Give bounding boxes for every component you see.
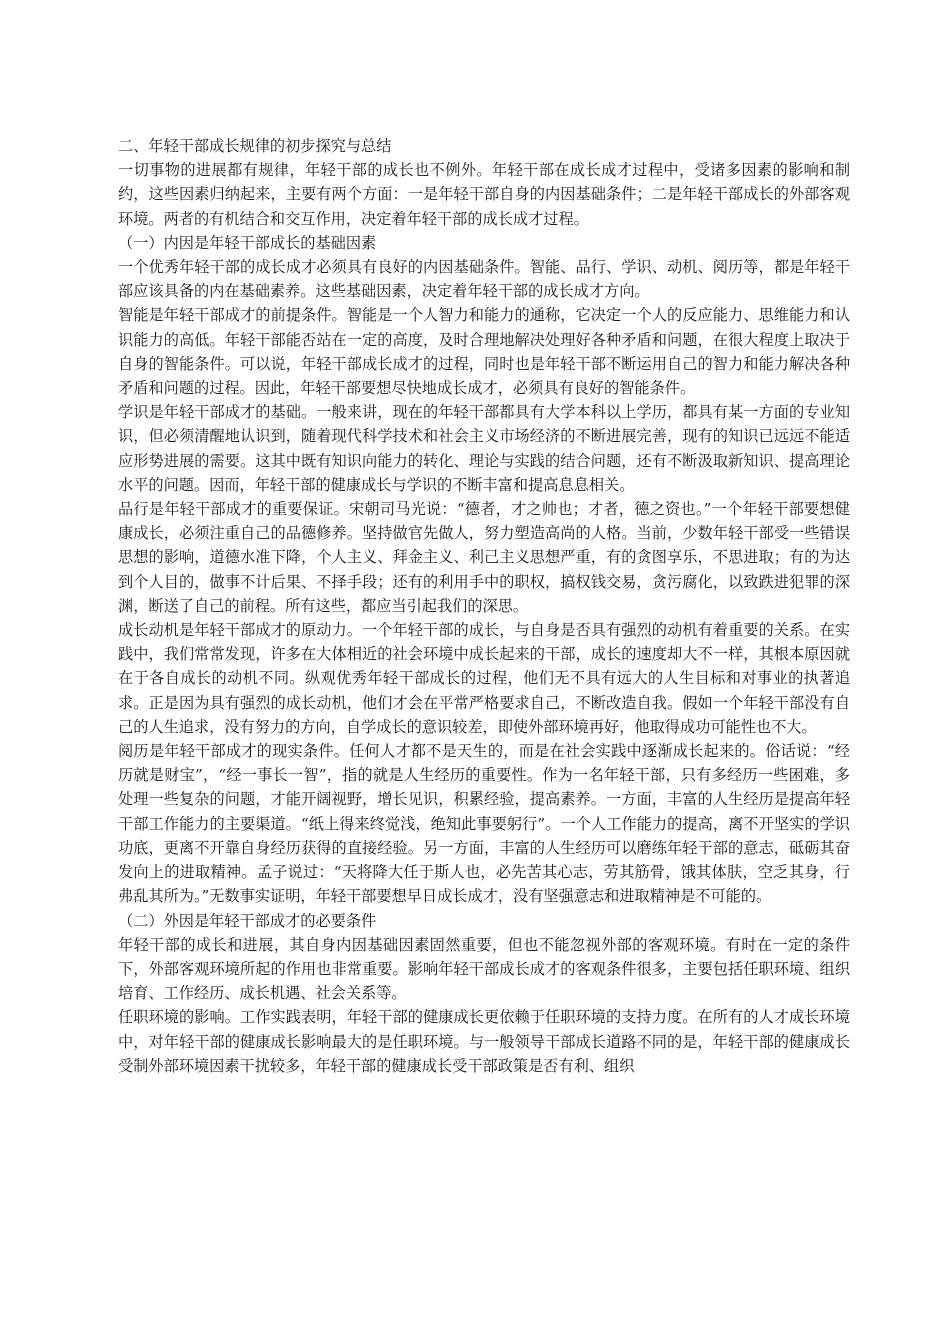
paragraph-intro: 一切事物的进展都有规律，年轻干部的成长也不例外。年轻干部在成长成才过程中，受诸多因素的影响和制约，这些因素归纳起来，主要有两个方面：一是年轻干部自身的内因基础条件；二是年轻干部成长的外部客观环境。两者的有机结合和交互作用，决定着年轻干部的成长成才过程。 (118, 161, 850, 228)
subheading-internal-factors: （一）内因是年轻干部成长的基础因素 (118, 233, 377, 252)
paragraph-character: 品行是年轻干部成才的重要保证。宋朝司马光说：“德者，才之帅也；才者，德之资也。”一个年轻干部要想健康成长，必须注重自己的品德修养。坚持做官先做人，努力塑造高尚的人格。当前，少数年轻干部受一些错误思想的影响，道德水准下降，个人主义、拜金主义、利己主义思想严重，有的贪图享乐，不思进取；有的为达到个人目的，做事不计后果、不择手段；还有的利用手中的职权，搞权钱交易，贪污腐化，以致跌进犯罪的深渊，断送了自己的前程。所有这些，都应当引起我们的深思。 (118, 500, 850, 615)
section-title: 二、年轻干部成长规律的初步探究与总结 (118, 137, 392, 155)
paragraph-intelligence: 智能是年轻干部成才的前提条件。智能是一个人智力和能力的通称，它决定一个人的反应能力、思维能力和认识能力的高低。年轻干部能否站在一定的高度，及时合理地解决处理好各种矛盾和问题，在很大程度上取决于自身的智能条件。可以说，年轻干部成长成才的过程，同时也是年轻干部不断运用自己的智力和能力解决各种矛盾和问题的过程。因此，年轻干部要想尽快地成长成才，必须具有良好的智能条件。 (118, 306, 850, 398)
subheading-external-factors: （二）外因是年轻干部成才的必要条件 (118, 911, 377, 930)
paragraph-work-environment: 任职环境的影响。工作实践表明，年轻干部的健康成长更依赖于任职环境的支持力度。在所有的人才成长环境中，对年轻干部的健康成长影响最大的是任职环境。与一般领导干部成长道路不同的是，年轻干部的健康成长受制外部环境因素干扰较多，年轻干部的健康成长受干部政策是否有利、组织 (118, 1008, 850, 1075)
paragraph-external-basis: 年轻干部的成长和进展，其自身内因基础因素固然重要，但也不能忽视外部的客观环境。有时在一定的条件下，外部客观环境所起的作用也非常重要。影响年轻干部成长成才的客观条件很多，主要包括任职环境、组织培育、工作经历、成长机遇、社会关系等。 (118, 935, 850, 1003)
paragraph-motivation: 成长动机是年轻干部成才的原动力。一个年轻干部的成长，与自身是否具有强烈的动机有着重要的关系。在实践中，我们常常发现，许多在大体相近的社会环境中成长起来的干部，成长的速度却大不一样，其根本原因就在于各自成长的动机不同。纵观优秀年轻干部成长的过程，他们无不具有远大的人生目标和对事业的执著追求。正是因为具有强烈的成长动机，他们才会在平常严格要求自己，不断改造自我。假如一个年轻干部没有自己的人生追求，没有努力的方向，自学成长的意识较差，即使外部环境再好，他取得成功可能性也不大。 (118, 621, 850, 736)
paragraph-experience: 阅历是年轻干部成才的现实条件。任何人才都不是天生的，而是在社会实践中逐渐成长起来的。俗话说：“经历就是财宝”，“经一事长一智”，指的就是人生经历的重要性。作为一名年轻干部，只有多经历一些困难，多处理一些复杂的问题，才能开阔视野，增长见识，积累经验，提高素养。一方面，丰富的人生经历是提高年轻干部工作能力的主要渠道。“纸上得来终觉浅，绝知此事要躬行”。一个人工作能力的提高，离不开坚实的学识功底，更离不开靠自身经历获得的直接经验。另一方面，丰富的人生经历可以磨练年轻干部的意志，砥砺其奋发向上的进取精神。孟子说过：“天将降大任于斯人也，必先苦其心志，劳其筋骨，饿其体肤，空乏其身，行弗乱其所为。”无数事实证明，年轻干部要想早日成长成才，没有坚强意志和进取精神是不可能的。 (118, 742, 850, 906)
paragraph-knowledge: 学识是年轻干部成才的基础。一般来讲，现在的年轻干部都具有大学本科以上学历，都具有某一方面的专业知识，但必须清醒地认识到，随着现代科学技术和社会主义市场经济的不断进展完善，现有的知识已远远不能适应形势进展的需要。这其中既有知识向能力的转化、理论与实践的结合问题，还有不断汲取新知识、提高理论水平的问题。因而，年轻干部的健康成长与学识的不断丰富和提高息息相关。 (118, 403, 850, 494)
document-body (118, 134, 850, 1078)
paragraph-internal-basis: 一个优秀年轻干部的成长成才必须具有良好的内因基础条件。智能、品行、学识、动机、阅历等，都是年轻干部应该具备的内在基础素养。这些基础因素，决定着年轻干部的成长成才方向。 (118, 258, 850, 301)
